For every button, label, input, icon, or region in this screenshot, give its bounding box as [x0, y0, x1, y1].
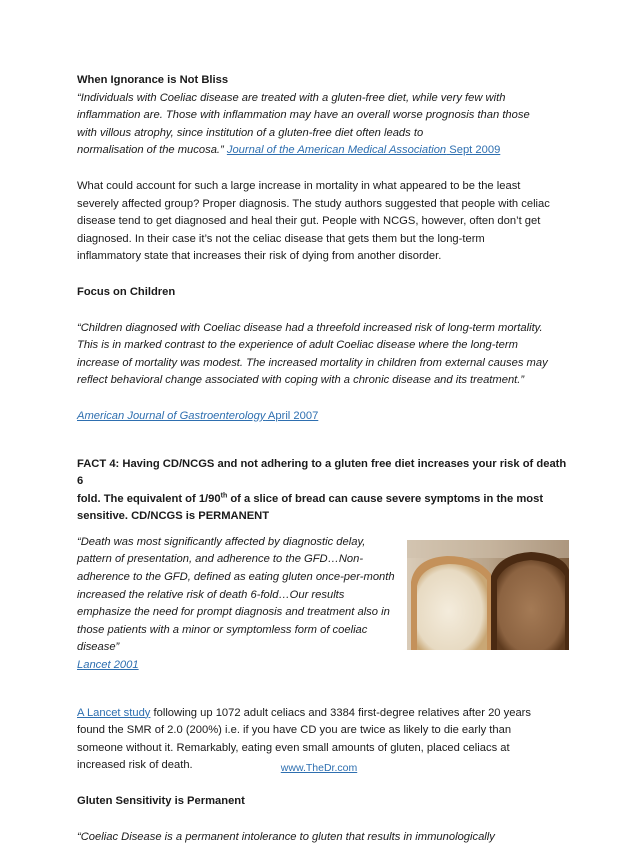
- fact4-text: fold. The equivalent of 1/90: [77, 492, 221, 505]
- section-heading-permanent: Gluten Sensitivity is Permanent: [77, 795, 245, 807]
- jama-source-date[interactable]: Sept 2009: [446, 144, 501, 157]
- paragraph-line: [77, 705, 567, 723]
- quote-line: those patients with a minor or symptomless form of coeliac: [77, 623, 368, 636]
- quote-line: increased the relative risk of death 6-fold…Our results: [77, 588, 345, 601]
- bread-image-svg: [407, 540, 569, 650]
- fact4-heading-line: [77, 491, 567, 509]
- quote-line: increase of mortality was modest. The increased mortality in children from external causes may: [77, 356, 548, 369]
- fact4-heading-line: FACT 4: Having CD/NCGS and not adhering to a gluten free diet increases your risk of death 6: [77, 457, 567, 488]
- quote-line: emphasize the need for prompt diagnosis and treatment also in: [77, 606, 390, 619]
- lancet-quote: [77, 534, 407, 675]
- paragraph-line: someone without it. Remarkably, eating even small amounts of gluten, placed celiacs at: [77, 741, 510, 754]
- bread-photo: [407, 540, 569, 650]
- quote-line: inflammation are. Those with inflammation may have an overall worse prognosis than those: [77, 109, 530, 122]
- fact4-heading-line: sensitive. CD/NCGS is PERMANENT: [77, 510, 270, 523]
- lancet-study-link[interactable]: A Lancet study: [77, 706, 151, 719]
- quote-line: This is in marked contrast to the experience of adult Coeliac disease where the long-term: [77, 339, 518, 352]
- section-heading-ignorance: When Ignorance is Not Bliss: [77, 74, 229, 86]
- jama-source-link[interactable]: Journal of the American Medical Association: [226, 144, 447, 157]
- footer-website-link[interactable]: www.TheDr.com: [280, 762, 358, 774]
- ajg-source-link[interactable]: American Journal of Gastroenterology: [77, 409, 266, 422]
- quote-line: reflect behavioral change associated with coping with a chronic disease and its treatment.”: [77, 374, 525, 387]
- section-heading-children: Focus on Children: [77, 285, 176, 298]
- fact4-superscript: th: [220, 491, 228, 499]
- quote-line: “Individuals with Coeliac disease are treated with a gluten-free diet, while very few with: [77, 91, 506, 104]
- paragraph-line: diagnosed. In their case it’s not the celiac disease that gets them but the long-term: [77, 232, 485, 245]
- paragraph-line: inflammatory state that increases their risk of dying from another disorder.: [77, 250, 442, 263]
- quote-line: “Children diagnosed with Coeliac disease had a threefold increased risk of long-term mortality.: [77, 321, 543, 334]
- paragraph-text: following up 1072 adult celiacs and 3384 first-degree relatives after 20 years: [150, 706, 531, 719]
- quote-line: disease”: [77, 641, 120, 654]
- quote-text: normalisation of the mucosa.”: [77, 144, 227, 157]
- fact4-text: of a slice of bread can cause severe symptoms in the most: [227, 492, 544, 505]
- page-footer: [0, 762, 638, 774]
- ajg-source-date[interactable]: April 2007: [265, 409, 319, 422]
- paragraph-line: increased risk of death.: [77, 759, 193, 772]
- quote-line: adherence to the GFD, defined as eating gluten once-per-month: [77, 571, 395, 584]
- paragraph-line: disease tend to get diagnosed and heal their gut. People with NCGS, however, often don’t get: [77, 215, 541, 228]
- paragraph-line: severely affected group? Proper diagnosis. The study authors suggested that people with celiac: [77, 197, 550, 210]
- quote-line: pattern of presentation, and adherence to the GFD…Non-: [77, 553, 364, 566]
- document-page: [77, 72, 567, 846]
- quote-line: “Coeliac Disease is a permanent intolerance to gluten that results in immunologically: [77, 830, 495, 843]
- paragraph-line: What could account for such a large increase in mortality in what appeared to be the least: [77, 179, 521, 192]
- ajg-source: [77, 408, 567, 426]
- paragraph-line: found the SMR of 2.0 (200%) i.e. if you have CD you are twice as likely to die early than: [77, 724, 512, 737]
- quote-line: with villous atrophy, since institution of a gluten-free diet often leads to: [77, 126, 424, 139]
- quote-line: “Death was most significantly affected by diagnostic delay,: [77, 535, 366, 548]
- fact4-block: [77, 456, 567, 675]
- lancet-2001-source: [77, 657, 407, 675]
- lancet-2001-link[interactable]: Lancet 2001: [77, 659, 139, 672]
- quote-line-last: [77, 142, 567, 160]
